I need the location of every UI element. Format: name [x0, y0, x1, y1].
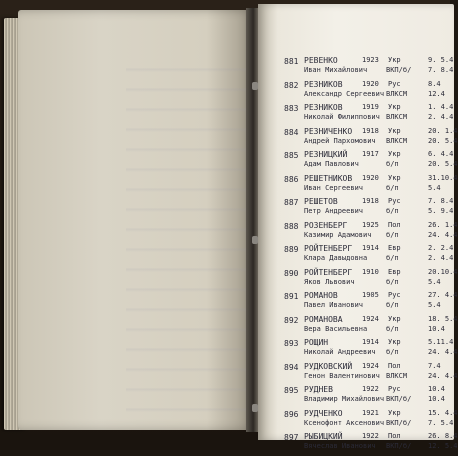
record-party: ВЛКСМ	[386, 371, 408, 380]
record-number: 891	[284, 292, 299, 301]
record-party: б/п	[386, 183, 399, 192]
record-given-name: Владимир Михайлович	[304, 395, 385, 403]
record-given-name: Ксенофонт Аксенович	[304, 418, 385, 427]
record-number: 885	[284, 151, 299, 160]
record-surname: РУДЧЕНКО	[304, 408, 343, 418]
record-birth-year: 1922	[362, 385, 379, 393]
record-party: ВКП/б/	[386, 66, 412, 74]
record-nationality: Укр	[388, 408, 401, 417]
record-nationality: Укр	[388, 150, 401, 158]
record-date-2: 20. 5.4	[428, 160, 458, 168]
record-party: ВКП/б/	[386, 418, 412, 427]
record-number: 884	[284, 127, 299, 137]
record-birth-year: 1925	[362, 220, 379, 229]
record-given-name: Вера Васильевна	[304, 324, 368, 333]
record-date-2: 5.4	[428, 301, 441, 309]
record-surname: РОЩИН	[304, 338, 329, 347]
record-given-name: Александр Сергеевич	[304, 89, 385, 98]
record-nationality: Пол	[388, 361, 401, 370]
record-date-1: 18. 5.4	[428, 314, 458, 323]
record-date-2: 12.4	[428, 89, 445, 98]
record-given-name: Казимир Адамович	[304, 230, 372, 239]
record-date-2: 20. 5.4	[428, 136, 458, 145]
record-date-1: 7.4	[428, 361, 441, 370]
record-date-1: 27. 4.4	[428, 291, 458, 299]
record-row	[268, 291, 458, 315]
record-number: 897	[284, 433, 299, 442]
record-nationality: Укр	[388, 338, 401, 346]
record-row	[268, 56, 454, 80]
record-nationality: Укр	[388, 173, 401, 182]
record-party: б/п	[386, 160, 399, 168]
record-nationality: Пол	[388, 432, 401, 440]
record-row	[268, 173, 458, 198]
record-birth-year: 1918	[362, 197, 379, 205]
record-nationality: Евр	[388, 267, 401, 276]
record-birth-year: 1924	[362, 314, 379, 323]
record-nationality: Укр	[388, 103, 401, 111]
record-row	[268, 103, 454, 127]
record-nationality: Укр	[388, 314, 401, 323]
record-nationality: Укр	[388, 56, 401, 64]
record-date-1: 15. 4.4	[428, 408, 458, 417]
record-given-name: Николай Андреевич	[304, 348, 376, 356]
record-party: б/п	[386, 254, 399, 262]
record-number: 894	[284, 362, 299, 372]
record-number: 883	[284, 104, 299, 113]
record-date-2: 7. 8.4	[428, 66, 454, 74]
record-date-2: 2. 4.4	[428, 113, 454, 121]
record-row	[268, 314, 458, 339]
record-party: б/п	[386, 277, 399, 286]
record-number: 888	[284, 221, 299, 231]
record-date-1: 20. 1.4	[428, 126, 458, 135]
record-number: 882	[284, 80, 299, 90]
record-surname: РУДКОВСКИЙ	[304, 361, 353, 371]
record-given-name: Иван Сергеевич	[304, 183, 364, 192]
record-birth-year: 1914	[362, 338, 379, 346]
record-surname: РУДНЕВ	[304, 385, 333, 394]
record-birth-year: 1920	[362, 173, 379, 182]
record-row	[268, 432, 458, 456]
record-surname: РЕЗНИКОВ	[304, 79, 343, 89]
record-birth-year: 1920	[362, 79, 379, 88]
record-row	[268, 126, 458, 151]
record-date-1: 8.4	[428, 79, 441, 88]
record-party: ВЛКСМ	[386, 89, 408, 98]
record-number: 890	[284, 268, 299, 278]
record-date-1: 20.10.4	[428, 267, 458, 276]
record-row	[268, 385, 450, 409]
record-number: 892	[284, 315, 299, 325]
record-date-2: 24. 4.4	[428, 230, 458, 239]
record-given-name: Яков Львович	[304, 277, 355, 286]
record-birth-year: 1924	[362, 361, 379, 370]
record-party: ВЛКСМ	[386, 136, 408, 145]
binding-staple	[252, 82, 258, 90]
record-nationality: Рус	[388, 291, 401, 299]
record-given-name: Иван Михайлович	[304, 66, 368, 74]
record-party: б/п	[386, 230, 399, 239]
record-surname: РЕШЕТОВ	[304, 197, 338, 206]
record-nationality: Рус	[388, 79, 401, 88]
record-date-2: 10.4	[428, 395, 445, 403]
record-given-name: Андрей Пархомович	[304, 136, 376, 145]
record-number: 896	[284, 409, 299, 419]
record-birth-year: 1910	[362, 267, 379, 276]
record-date-2: 24. 4.4	[428, 371, 458, 380]
record-birth-year: 1919	[362, 103, 379, 111]
record-date-1: 6. 4.4	[428, 150, 454, 158]
record-nationality: Пол	[388, 220, 401, 229]
record-party: б/п	[386, 301, 399, 309]
record-nationality: Укр	[388, 126, 401, 135]
record-date-1: 1. 4.4	[428, 103, 454, 111]
record-date-2: 5.4	[428, 183, 441, 192]
record-birth-year: 1914	[362, 244, 379, 252]
record-birth-year: 1923	[362, 56, 379, 64]
record-surname: РЕЗНИКОВ	[304, 103, 343, 112]
record-number: 881	[284, 57, 299, 66]
record-number: 886	[284, 174, 299, 184]
record-date-1: 10.4	[428, 385, 445, 393]
record-surname: РЕЗНИЧЕНКО	[304, 126, 353, 136]
record-surname: РЫБИЦКИЙ	[304, 432, 343, 441]
binding-staple	[252, 404, 258, 412]
record-surname: РЕЗНИЦКИЙ	[304, 150, 348, 159]
record-given-name: Николай Филиппович	[304, 113, 380, 121]
record-given-name: Генон Валентинович	[304, 371, 380, 380]
record-date-2: 5. 9.4	[428, 207, 454, 215]
record-date-2: 24. 4.4	[428, 348, 458, 356]
record-number: 889	[284, 245, 299, 254]
record-date-2: 7. 5.4	[428, 418, 454, 427]
record-birth-year: 1917	[362, 150, 379, 158]
record-surname: РОЙТЕНБЕРГ	[304, 267, 353, 277]
record-date-1: 26. 1.4	[428, 220, 458, 229]
record-party: б/п	[386, 207, 399, 215]
record-party: б/п	[386, 324, 399, 333]
record-number: 887	[284, 198, 299, 207]
record-given-name: Клара Давыдовна	[304, 254, 368, 262]
record-given-name: Вячеслав Иванович	[304, 442, 376, 450]
record-party: б/п	[386, 348, 399, 356]
record-birth-year: 1922	[362, 432, 379, 440]
left-page	[18, 10, 254, 430]
record-surname: РЕВЕНКО	[304, 56, 338, 65]
record-row	[268, 244, 454, 268]
record-date-1: 5.11.4	[428, 338, 454, 346]
show-through-text	[126, 52, 256, 412]
record-row	[268, 408, 458, 433]
record-birth-year: 1918	[362, 126, 379, 135]
record-row	[268, 361, 458, 386]
record-date-1: 7. 8.4	[428, 197, 454, 205]
record-given-name: Адам Павлович	[304, 160, 359, 168]
record-surname: РЕШЕТНИКОВ	[304, 173, 353, 183]
record-party: ВКП/б/	[386, 442, 412, 450]
record-surname: РОМАНОВА	[304, 314, 343, 324]
record-given-name: Петр Андреевич	[304, 207, 364, 215]
record-date-2: 5.4	[428, 277, 441, 286]
record-date-1: 26. 8.4	[428, 432, 458, 440]
records-list	[268, 56, 458, 456]
record-date-1: 2. 2.4	[428, 244, 454, 252]
record-surname: РОМАНОВ	[304, 291, 338, 300]
record-number: 893	[284, 339, 299, 348]
record-row	[268, 220, 458, 245]
record-row	[268, 338, 458, 362]
record-date-1: 9. 5.4	[428, 56, 454, 64]
record-nationality: Рус	[388, 385, 401, 393]
record-row	[268, 267, 458, 292]
record-nationality: Рус	[388, 197, 401, 205]
record-row	[268, 80, 450, 104]
record-number: 895	[284, 386, 299, 395]
record-surname: РОЗЕНБЕРГ	[304, 220, 348, 230]
record-date-2: 12. 5.4	[428, 442, 458, 450]
binding-staple	[252, 236, 258, 244]
record-birth-year: 1921	[362, 408, 379, 417]
record-surname: РОЙТЕНБЕРГ	[304, 244, 353, 253]
record-given-name: Павел Иванович	[304, 301, 364, 309]
record-nationality: Евр	[388, 244, 401, 252]
record-party: ВЛКСМ	[386, 113, 408, 121]
record-row	[268, 150, 458, 174]
record-date-2: 10.4	[428, 324, 445, 333]
record-date-1: 31.10.4	[428, 173, 458, 182]
record-row	[268, 197, 454, 221]
record-birth-year: 1905	[362, 291, 379, 299]
record-party: ВКП/б/	[386, 395, 412, 403]
record-date-2: 2. 4.4	[428, 254, 454, 262]
